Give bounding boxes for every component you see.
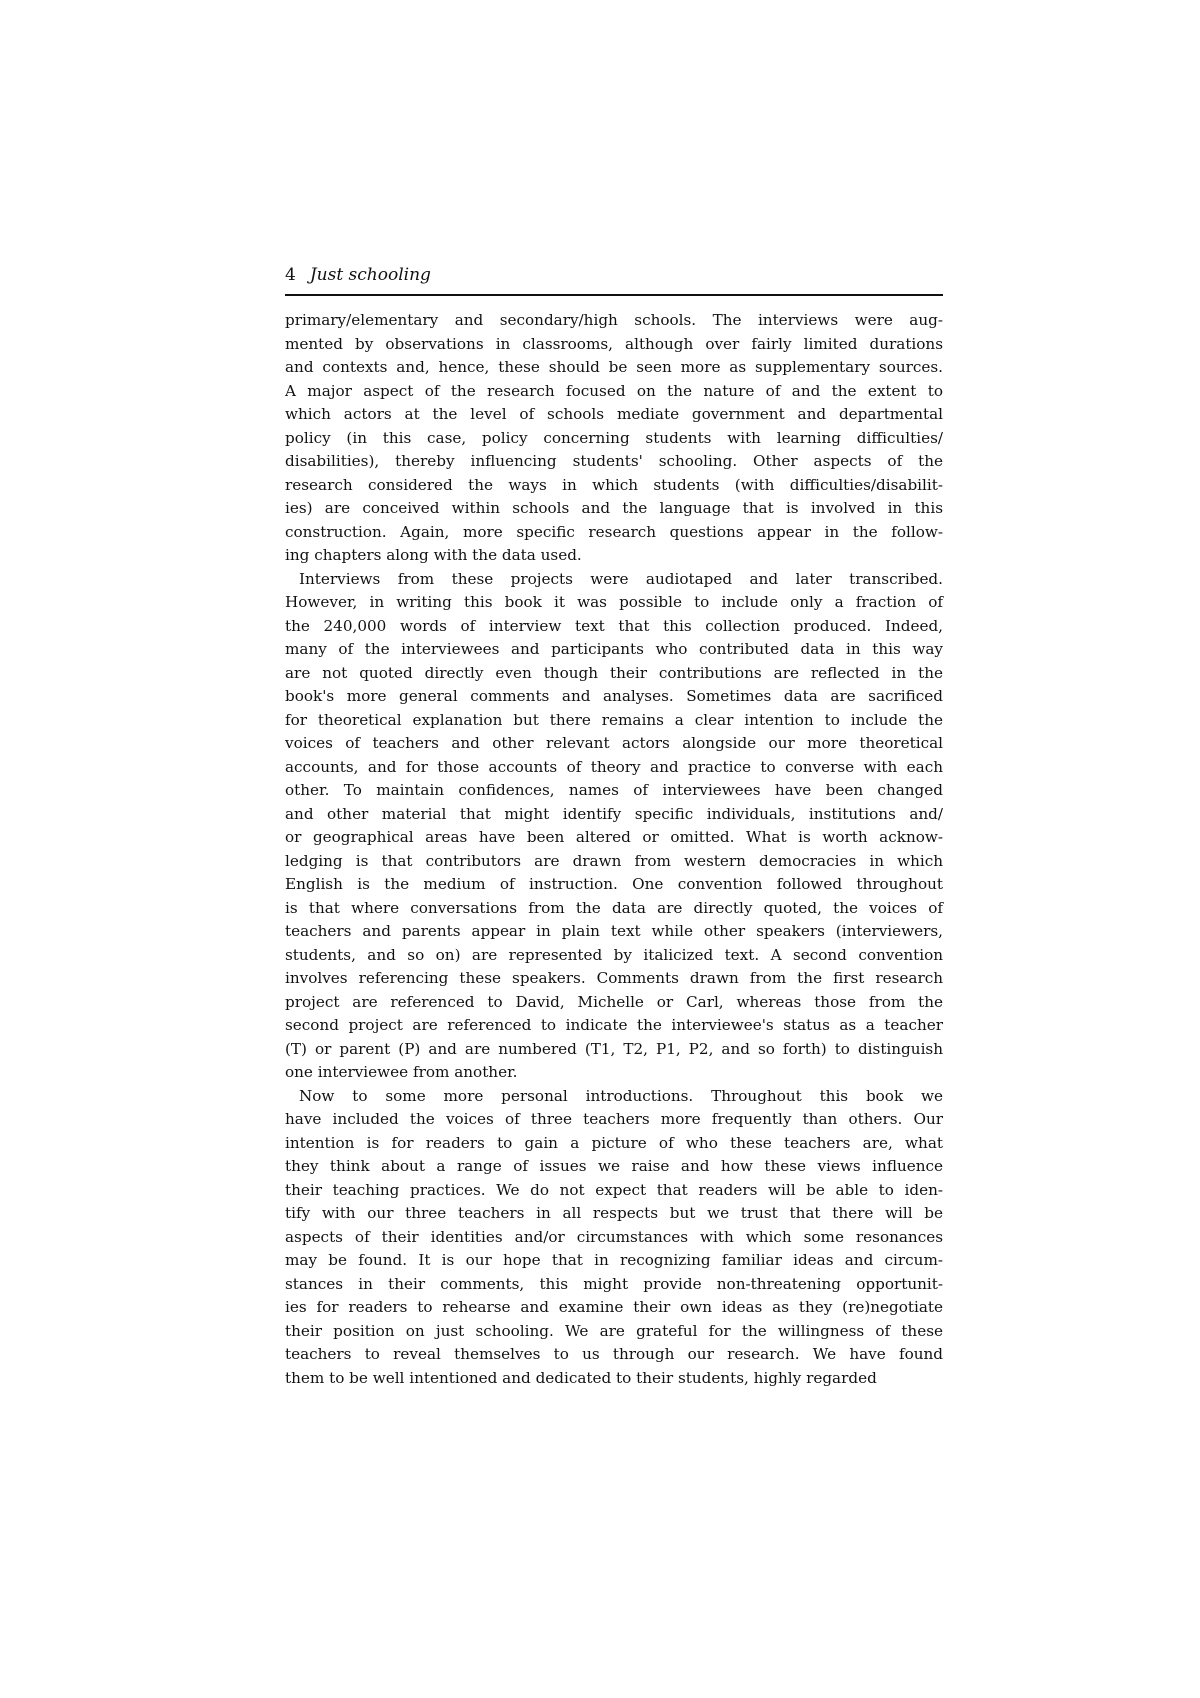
body-text — [285, 309, 943, 1390]
text-line: and other material that might identify specific individuals, institutions and/ — [285, 804, 943, 823]
text-line: English is the medium of instruction. One convention followed throughout — [285, 875, 943, 893]
paragraph-2 — [285, 568, 943, 1085]
text-line: book's more general comments and analyses. Sometimes data are sacrificed — [285, 687, 943, 705]
text-line: stances in their comments, this might provide non-threatening opportunit- — [285, 1274, 943, 1293]
text-line: A major aspect of the research focused on the nature of and the extent to — [285, 381, 943, 400]
text-line: ledging is that contributors are drawn from western democracies in which — [285, 851, 943, 870]
paragraph-3 — [285, 1085, 943, 1391]
text-line: primary/elementary and secondary/high schools. The interviews were aug- — [285, 311, 943, 329]
text-line: they think about a range of issues we raise and how these views influence — [285, 1157, 943, 1175]
text-line: may be found. It is our hope that in recognizing familiar ideas and circum- — [285, 1251, 943, 1269]
text-line: many of the interviewees and participants who contributed data in this way — [285, 640, 943, 658]
text-line: which actors at the level of schools mediate government and departmental — [285, 405, 943, 423]
text-line: intention is for readers to gain a picture of who these teachers are, what — [285, 1133, 943, 1152]
text-line: voices of teachers and other relevant actors alongside our more theoretical — [285, 734, 943, 752]
text-line: is that where conversations from the data are directly quoted, the voices of — [285, 898, 943, 917]
text-line: other. To maintain confidences, names of interviewees have been changed — [285, 781, 943, 799]
text-line: the 240,000 words of interview text that this collection produced. Indeed, — [285, 616, 943, 635]
text-line: are not quoted directly even though their contributions are reflected in the — [285, 663, 943, 682]
text-line: mented by observations in classrooms, although over fairly limited durations — [285, 334, 943, 353]
text-line: disabilities), thereby influencing students' schooling. Other aspects of the — [285, 452, 943, 470]
text-line: them to be well intentioned and dedicated to their students, highly regarded — [285, 1368, 877, 1387]
text-line: teachers to reveal themselves to us through our research. We have found — [285, 1345, 943, 1363]
text-line: policy (in this case, policy concerning students with learning difficulties/ — [285, 428, 943, 447]
text-line: Now to some more personal introductions. Throughout this book we — [299, 1086, 943, 1105]
text-line: tify with our three teachers in all respects but we trust that there will be — [285, 1204, 943, 1222]
text-line: their position on just schooling. We are grateful for the willingness of these — [285, 1321, 943, 1340]
page-number: 4 — [285, 265, 296, 285]
text-line: ing chapters along with the data used. — [285, 546, 582, 564]
page-header — [285, 262, 943, 296]
text-line: research considered the ways in which students (with difficulties/disabilit- — [285, 475, 943, 494]
text-line: accounts, and for those accounts of theory and practice to converse with each — [285, 757, 943, 776]
text-line: aspects of their identities and/or circumstances with which some resonances — [285, 1227, 943, 1246]
paragraph-1 — [285, 309, 943, 568]
text-line: (T) or parent (P) and are numbered (T1, T2, P1, P2, and so forth) to distinguish — [285, 1039, 943, 1058]
text-line: construction. Again, more specific research questions appear in the follow- — [285, 522, 943, 541]
running-title: Just schooling — [309, 265, 431, 285]
text-line: their teaching practices. We do not expect that readers will be able to iden- — [285, 1180, 943, 1199]
text-line: for theoretical explanation but there remains a clear intention to include the — [285, 710, 943, 729]
text-line: or geographical areas have been altered or omitted. What is worth acknow- — [285, 828, 943, 846]
text-line: ies) are conceived within schools and the language that is involved in this — [285, 499, 943, 517]
text-line: However, in writing this book it was possible to include only a fraction of — [285, 593, 943, 611]
text-line: ies for readers to rehearse and examine their own ideas as they (re)negotiate — [285, 1298, 943, 1316]
text-line: teachers and parents appear in plain text while other speakers (interviewers, — [285, 922, 943, 940]
text-line: one interviewee from another. — [285, 1063, 518, 1081]
text-line: involves referencing these speakers. Comments drawn from the first research — [285, 969, 943, 987]
text-line: and contexts and, hence, these should be seen more as supplementary sources. — [285, 358, 943, 376]
text-line: project are referenced to David, Michelle or Carl, whereas those from the — [285, 992, 943, 1011]
text-line: Interviews from these projects were audiotaped and later transcribed. — [299, 569, 943, 588]
text-line: have included the voices of three teachers more frequently than others. Our — [285, 1110, 943, 1128]
text-line: second project are referenced to indicate the interviewee's status as a teacher — [285, 1016, 943, 1034]
text-line: students, and so on) are represented by italicized text. A second convention — [285, 945, 943, 964]
